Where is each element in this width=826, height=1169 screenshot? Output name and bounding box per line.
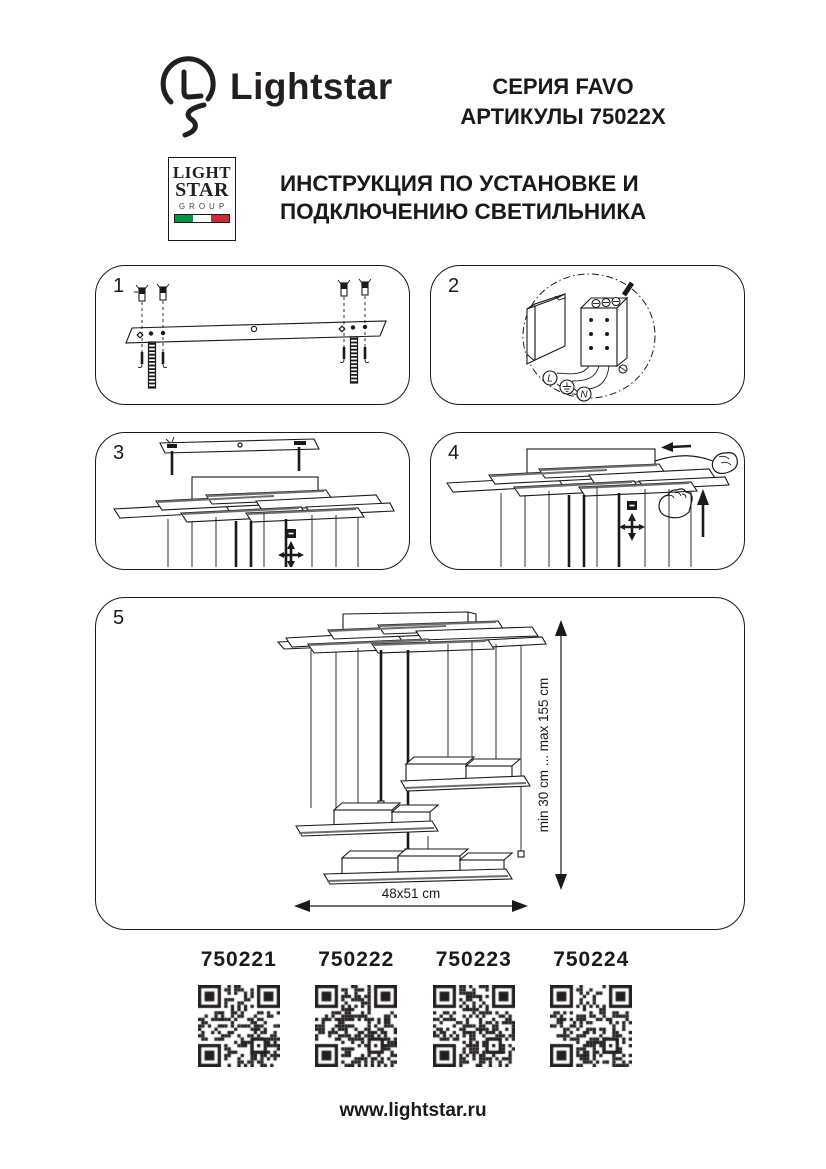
group-logo-star: STAR (175, 179, 229, 201)
step-3-number: 3 (113, 442, 125, 464)
italy-flag-icon (174, 214, 230, 223)
neutral-label: N (580, 389, 588, 401)
article-number: 750222 (318, 948, 395, 971)
width-dimension (294, 886, 528, 912)
step-3-panel (95, 432, 410, 570)
height-range-label: min 30 cm ... max 155 cm (536, 677, 551, 833)
step-2-panel (430, 265, 745, 405)
step-1-panel (95, 265, 410, 405)
height-adjuster-icon (278, 529, 304, 567)
step-1-number: 1 (113, 275, 125, 297)
earth-symbol (560, 380, 574, 394)
article-item (533, 948, 651, 1072)
flag-green (175, 215, 193, 222)
up-arrow-icon (697, 489, 709, 537)
series-title: СЕРИЯ FAVO (492, 74, 634, 99)
bulb-icon (158, 55, 222, 147)
step-5-panel (95, 597, 745, 930)
article-item (298, 948, 416, 1072)
step-2-number: 2 (448, 275, 460, 297)
ceiling-bar (160, 437, 319, 475)
plate-size-label: 48x51 cm (381, 886, 441, 901)
series-block (430, 72, 696, 132)
light-module-tier-right (401, 757, 530, 791)
step-4-drawing (431, 433, 742, 567)
live-label: L (547, 373, 553, 385)
light-module-tier-middle (296, 803, 438, 836)
qr-code (433, 985, 515, 1067)
pulling-hand-icon (655, 442, 737, 474)
article-item (415, 948, 533, 1072)
anchor-icon (157, 284, 169, 368)
step-4-panel (430, 432, 745, 570)
article-number: 750224 (553, 948, 630, 971)
wire-live-label (543, 371, 557, 385)
panel-cluster (114, 490, 394, 522)
qr-code (198, 985, 280, 1067)
article-number: 750221 (200, 948, 277, 971)
article-list (180, 948, 650, 1072)
height-dimension (536, 620, 567, 890)
threaded-rod-icon (149, 342, 156, 388)
anchor-icon (134, 285, 148, 368)
light-module-tier-bottom (324, 849, 512, 884)
title-line1: ИНСТРУКЦИЯ ПО УСТАНОВКЕ И (280, 171, 639, 196)
step-5-number: 5 (113, 607, 125, 629)
flag-red (211, 215, 229, 222)
step-5-drawing (96, 598, 742, 927)
articles-title: АРТИКУЛЫ 75022X (460, 104, 666, 129)
page-title (280, 170, 700, 226)
step-3-drawing (96, 433, 407, 567)
threaded-rod-icon (351, 337, 358, 383)
step-2-drawing (431, 266, 742, 402)
anchor-icon (359, 279, 371, 363)
suspension-wires (501, 487, 691, 567)
article-number: 750223 (435, 948, 512, 971)
panel-cluster (278, 621, 546, 653)
group-logo-light: LIGHT (172, 163, 232, 182)
wire-neutral-label (577, 387, 591, 401)
mounting-bar (126, 321, 386, 343)
step-1-drawing (96, 266, 407, 402)
terminal-block (581, 283, 632, 373)
qr-code (315, 985, 397, 1067)
step-4-number: 4 (448, 442, 460, 464)
article-item (180, 948, 298, 1072)
gripping-hand-icon (659, 489, 692, 518)
height-adjuster-icon (619, 501, 645, 541)
qr-code (550, 985, 632, 1067)
panel-cluster (447, 464, 729, 496)
group-logo-group: GROUP (178, 202, 229, 211)
flag-white (193, 215, 211, 222)
lightstar-group-logo (168, 157, 236, 241)
title-line2: ПОДКЛЮЧЕНИЮ СВЕТИЛЬНИКА (280, 199, 647, 224)
brand-wordmark: Lightstar (230, 66, 393, 107)
website-url: www.lightstar.ru (339, 1100, 487, 1121)
anchor-icon (338, 280, 350, 363)
